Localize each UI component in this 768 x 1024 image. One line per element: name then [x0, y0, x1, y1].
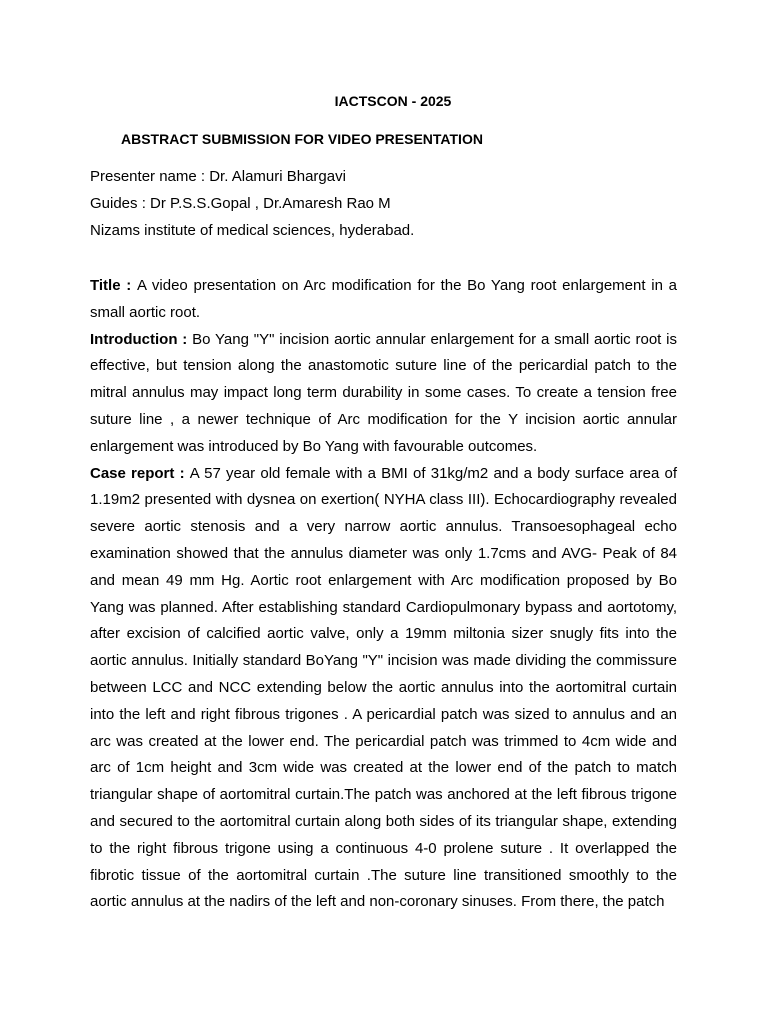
case-report-label: Case report :	[90, 464, 190, 482]
institute: Nizams institute of medical sciences, hyderabad.	[90, 222, 415, 239]
guides: Guides : Dr P.S.S.Gopal , Dr.Amaresh Rao M	[90, 195, 391, 212]
presenter-name: Presenter name : Dr. Alamuri Bhargavi	[90, 168, 346, 185]
title-paragraph	[90, 273, 677, 327]
abstract-body	[90, 273, 677, 916]
title-text: A video presentation on Arc modification for the Bo Yang root enlargement in a small aortic root.	[90, 277, 677, 321]
case-report-text: A 57 year old female with a BMI of 31kg/m2 and a body surface area of 1.19m2 presented with dysnea on exertion( NYHA class III). Echocardiography revealed severe aortic stenosis and a very narrow aortic annulus. Transoesophageal echo examination showed that the annulus diameter was only 1.7cms and AVG- Peak of 84 and mean 49 mm Hg. Aortic root enlargement with Arc modification proposed by Bo Yang was planned. After establishing standard Cardiopulmonary bypass and aortotomy, after excision of calcified aortic valve, only a 19mm miltonia sizer snugly fits into the aortic annulus. Initially standard BoYang "Y" incision was made dividing the commissure between LCC and NCC extending below the aortic annulus into the aortomitral curtain into the left and right fibrous trigones . A pericardial patch was sized to annulus and an arc was created at the lower end. The pericardial patch was trimmed to 4cm wide and arc of 1cm height and 3cm wide was created at the lower end of the patch to match triangular shape of aortomitral curtain.The patch was anchored at the left fibrous trigone and secured to the aortomitral curtain along both sides of its triangular shape, extending to the right fibrous trigone using a continuous 4-0 prolene suture . It overlapped the fibrotic tissue of the aortomitral curtain .The suture line transitioned smoothly to the aortic annulus at the nadirs of the left and non-coronary sinuses. From there, the patch	[90, 464, 678, 911]
title-label: Title :	[90, 277, 138, 294]
introduction-text: Bo Yang "Y" incision aortic annular enlargement for a small aortic root is effective, but tension along the anastomotic suture line of the pericardial patch to the mitral annulus may impact long term durability in some cases. To create a tension free suture line , a newer technique of Arc modification for the Y incision aortic annular enlargement was introduced by Bo Yang with favourable outcomes.	[90, 330, 677, 455]
case-report-paragraph	[90, 461, 677, 917]
introduction-paragraph	[90, 327, 677, 461]
conference-title: IACTSCON - 2025	[334, 93, 452, 109]
introduction-label: Introduction :	[90, 330, 193, 348]
abstract-heading: ABSTRACT SUBMISSION FOR VIDEO PRESENTATION	[121, 131, 483, 147]
